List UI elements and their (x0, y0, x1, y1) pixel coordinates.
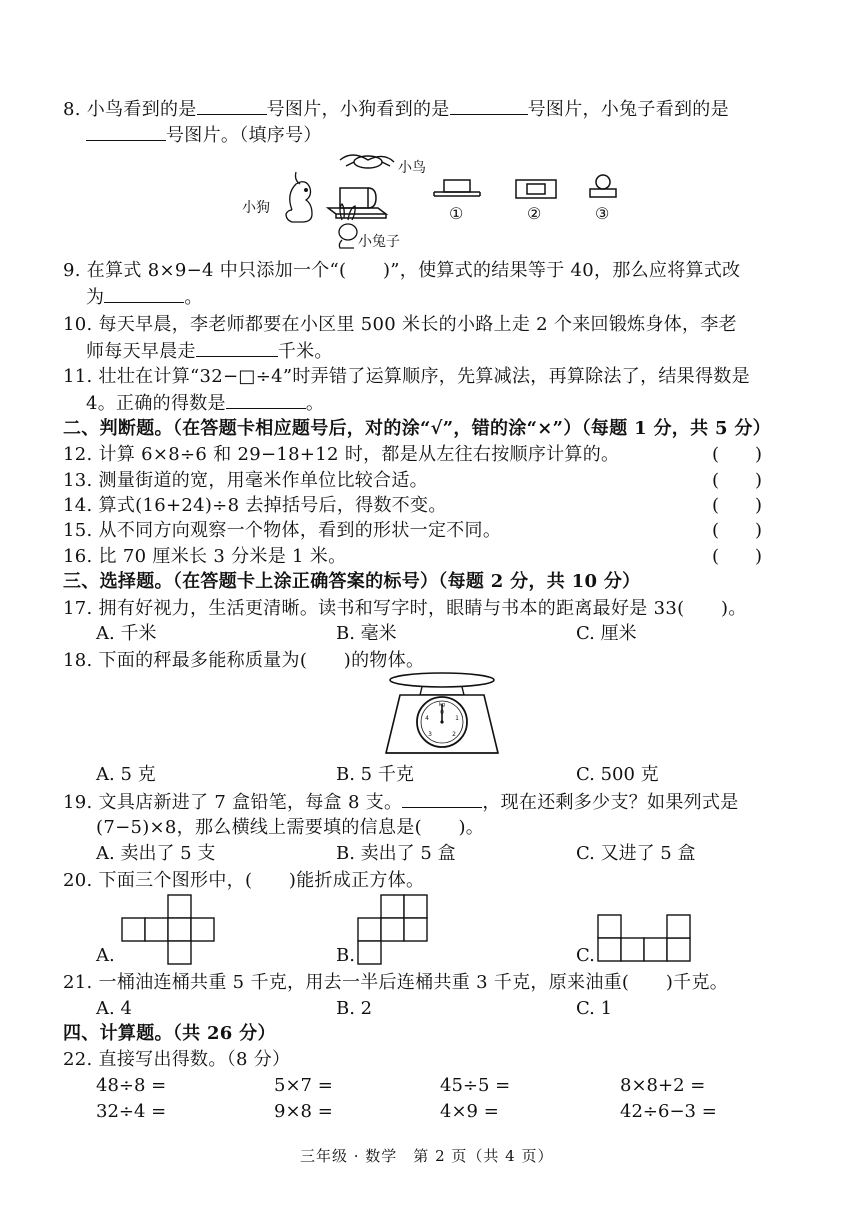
q8-blank-dog[interactable] (450, 98, 528, 115)
q18-option-a[interactable]: A. 5 克 (96, 764, 156, 785)
dog-icon (286, 172, 312, 222)
q8-blank-bird[interactable] (197, 98, 267, 115)
q9-blank[interactable] (104, 286, 184, 303)
q17-stem: 17. 拥有好视力，生活更清晰。读书和写字时，眼睛与书本的距离最好是 33( )。 (63, 598, 747, 619)
q20-option-a[interactable]: A. (96, 945, 115, 966)
q18-option-c[interactable]: C. 500 克 (576, 764, 659, 785)
q17-option-a[interactable]: A. 千米 (96, 623, 157, 644)
scale-tick-4: 4 (425, 715, 429, 722)
q10-text-a: 师每天早晨走 (86, 341, 196, 362)
rabbit-icon (339, 204, 357, 248)
label-view-3: ③ (595, 204, 610, 223)
judge-item-15: 15. 从不同方向观察一个物体，看到的形状一定不同。 (63, 520, 502, 541)
q20-option-c[interactable]: C. (576, 945, 595, 966)
label-dog: 小狗 (242, 200, 270, 216)
judge-answer-12[interactable]: ( ) (712, 444, 763, 465)
q11-line1: 11. 壮壮在计算“32−□÷4”时弄错了运算顺序，先算减法，再算除法了，结果得数是 (63, 366, 750, 387)
q9-text-b: 。 (184, 287, 203, 308)
q8-text-c: 号图片，小兔子看到的是 (527, 99, 729, 120)
q22-stem: 22. 直接写出得数。（8 分） (63, 1049, 291, 1070)
q20-option-b[interactable]: B. (336, 945, 355, 966)
label-view-2: ② (527, 204, 542, 223)
calc-item[interactable]: 5×7 = (274, 1075, 333, 1096)
judge-answer-16[interactable]: ( ) (712, 546, 763, 567)
judge-item-13: 13. 测量街道的宽，用毫米作单位比较合适。 (63, 470, 428, 491)
q8-figure (240, 148, 640, 258)
q21-option-c[interactable]: C. 1 (576, 998, 613, 1019)
calc-item[interactable]: 8×8+2 = (620, 1075, 706, 1096)
q11-line2 (86, 392, 324, 415)
label-bird: 小鸟 (398, 160, 426, 176)
calc-item[interactable]: 48÷8 = (96, 1075, 167, 1096)
calc-item[interactable]: 42÷6−3 = (620, 1101, 717, 1122)
calc-item[interactable]: 45÷5 = (440, 1075, 511, 1096)
q8-text-a: 8. 小鸟看到的是 (63, 99, 197, 120)
view-1-icon (434, 180, 480, 196)
label-rabbit: 小兔子 (358, 234, 400, 250)
q19-text-a: 19. 文具店新进了 7 盒铅笔，每盒 8 支。 (63, 792, 403, 813)
judge-item-14: 14. 算式(16+24)÷8 去掉括号后，得数不变。 (63, 495, 447, 516)
scale-unit-label: kg (438, 702, 446, 708)
scale-tick-2: 2 (452, 731, 456, 738)
section-3-title: 三、选择题。（在答题卡上涂正确答案的标号）（每题 2 分，共 10 分） (63, 571, 641, 592)
cube-net-c[interactable] (596, 914, 706, 966)
q8-line1 (63, 98, 729, 121)
calc-item[interactable]: 9×8 = (274, 1101, 333, 1122)
q11-text-a: 4。正确的得数是 (86, 393, 226, 414)
judge-item-16: 16. 比 70 厘米长 3 分米是 1 米。 (63, 546, 347, 567)
q21-option-a[interactable]: A. 4 (96, 998, 132, 1019)
section-4-title: 四、计算题。（共 26 分） (63, 1023, 276, 1044)
q11-text-b: 。 (305, 393, 325, 414)
scale-tick-3: 3 (428, 731, 432, 738)
q17-option-c[interactable]: C. 厘米 (576, 623, 637, 644)
q11-blank[interactable] (226, 392, 306, 409)
section-2-title: 二、判断题。（在答题卡相应题号后，对的涂“√”，错的涂“×”）（每题 1 分，共 5 分） (63, 418, 771, 439)
judge-answer-13[interactable]: ( ) (712, 470, 763, 491)
q19-line1 (63, 791, 739, 814)
scale-tick-0: 0 (440, 709, 444, 716)
q19-blank[interactable] (402, 791, 482, 808)
q19-option-b[interactable]: B. 卖出了 5 盒 (336, 843, 456, 864)
q8-text-d: 号图片。（填序号） (166, 125, 322, 146)
q10-line1: 10. 每天早晨，李老师都要在小区里 500 米长的小路上走 2 个来回锻炼身体，李老 (63, 314, 737, 335)
q9-text-a: 为 (86, 287, 105, 308)
judge-answer-15[interactable]: ( ) (712, 520, 763, 541)
page-footer: 三年级 · 数学 第 2 页（共 4 页） (300, 1147, 554, 1165)
calc-item[interactable]: 32÷4 = (96, 1101, 167, 1122)
cube-net-a[interactable] (120, 894, 240, 966)
q18-stem: 18. 下面的秤最多能称质量为( )的物体。 (63, 650, 425, 671)
judge-item-12: 12. 计算 6×8÷6 和 29−18+12 时，都是从左往右按顺序计算的。 (63, 444, 620, 465)
bird-icon (340, 155, 394, 168)
object-on-tray-icon (328, 188, 386, 218)
q21-option-b[interactable]: B. 2 (336, 998, 373, 1019)
q8-line2 (86, 124, 322, 147)
q9-line2 (86, 286, 203, 309)
q10-blank[interactable] (196, 340, 278, 357)
q9-line1: 9. 在算式 8×9−4 中只添加一个“( )”，使算式的结果等于 40，那么应将算式改 (63, 260, 741, 281)
scale-tick-1: 1 (455, 715, 459, 722)
q21-stem: 21. 一桶油连桶共重 5 千克，用去一半后连桶共重 3 千克，原来油重( )千克。 (63, 972, 729, 993)
q20-stem: 20. 下面三个图形中，( )能折成正方体。 (63, 870, 425, 891)
q17-option-b[interactable]: B. 毫米 (336, 623, 397, 644)
q8-text-b: 号图片，小狗看到的是 (266, 99, 450, 120)
q19-option-a[interactable]: A. 卖出了 5 支 (96, 843, 216, 864)
cube-net-b[interactable] (356, 894, 446, 966)
q19-text-b: ，现在还剩多少支？如果列式是 (482, 792, 739, 813)
q8-blank-rabbit[interactable] (86, 124, 166, 141)
view-2-icon (516, 180, 556, 198)
q10-text-b: 千米。 (277, 341, 333, 362)
judge-answer-14[interactable]: ( ) (712, 495, 763, 516)
view-3-icon (590, 175, 616, 197)
q10-line2 (86, 340, 333, 363)
label-view-1: ① (449, 204, 464, 223)
calc-item[interactable]: 4×9 = (440, 1101, 499, 1122)
scale-icon (382, 672, 502, 758)
q19-line2: (7−5)×8，那么横线上需要填的信息是( )。 (96, 817, 485, 838)
q19-option-c[interactable]: C. 又进了 5 盒 (576, 843, 696, 864)
q18-option-b[interactable]: B. 5 千克 (336, 764, 414, 785)
